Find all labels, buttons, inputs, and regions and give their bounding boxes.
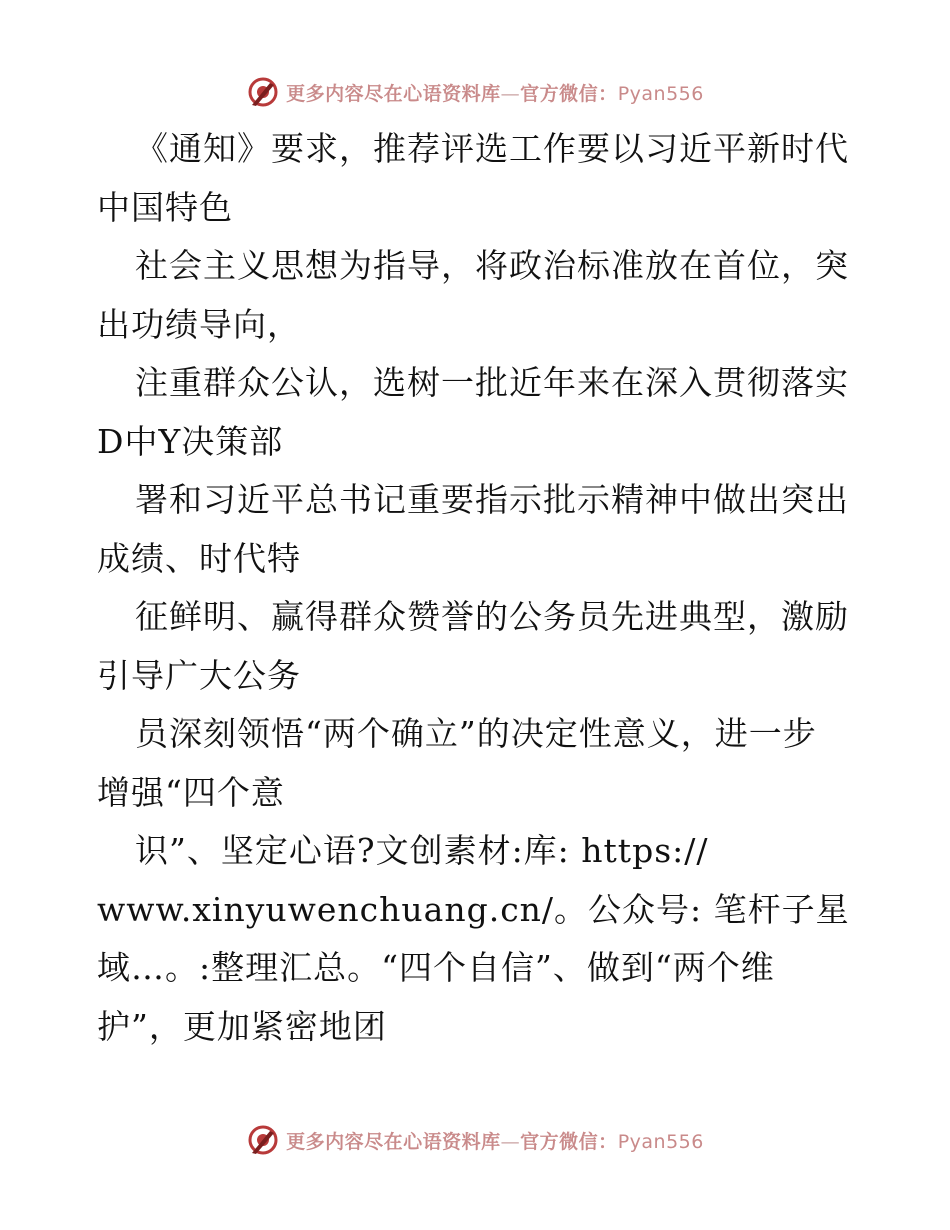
body-line: 员深刻领悟“两个确立”的决定性意义，进一步 [135,714,817,753]
header-banner [0,72,950,112]
body-line: 护”，更加紧密地团 [97,1006,387,1046]
body-line: 域…。:整理汇总。“四个自信”、做到“两个维 [97,948,775,987]
header-banner-label: 官方微信： [520,82,618,105]
footer-banner-main: 更多内容尽在心语资料库 [286,1130,501,1153]
body-line: 出功绩导向， [97,304,301,344]
body-line: 识”、坚定心语?文创素材:库: https:// [135,831,709,870]
footer-banner-text [286,1127,704,1154]
document-body [97,120,857,1056]
body-line: 增强“四个意 [97,772,285,812]
pen-logo-icon [246,1123,280,1157]
footer-banner-dash: — [500,1130,521,1153]
footer-banner-id: Pyan556 [617,1130,704,1153]
body-line: 注重群众公认，选树一批近年来在深入贯彻落实 [135,363,849,402]
body-line: 成绩、时代特 [97,538,301,578]
body-line: 引导广大公务 [97,655,301,695]
header-banner-dash: — [500,82,521,105]
header-banner-main: 更多内容尽在心语资料库 [286,82,501,105]
pen-logo-icon [246,75,280,109]
body-line: www.xinyuwenchuang.cn/。公众号: 笔杆子星 [97,889,850,929]
body-line: D中Y决策部 [97,421,284,461]
body-line: 《通知》要求，推荐评选工作要以习近平新时代 [135,129,849,168]
footer-banner [0,1120,950,1160]
body-line: 中国特色 [97,187,233,227]
header-banner-id: Pyan556 [617,82,704,105]
body-line: 署和习近平总书记重要指示批示精神中做出突出 [135,480,849,519]
body-line: 征鲜明、赢得群众赞誉的公务员先进典型，激励 [135,597,849,636]
header-banner-text [286,79,704,106]
body-line: 社会主义思想为指导，将政治标准放在首位，突 [135,246,849,285]
footer-banner-label: 官方微信： [520,1130,618,1153]
